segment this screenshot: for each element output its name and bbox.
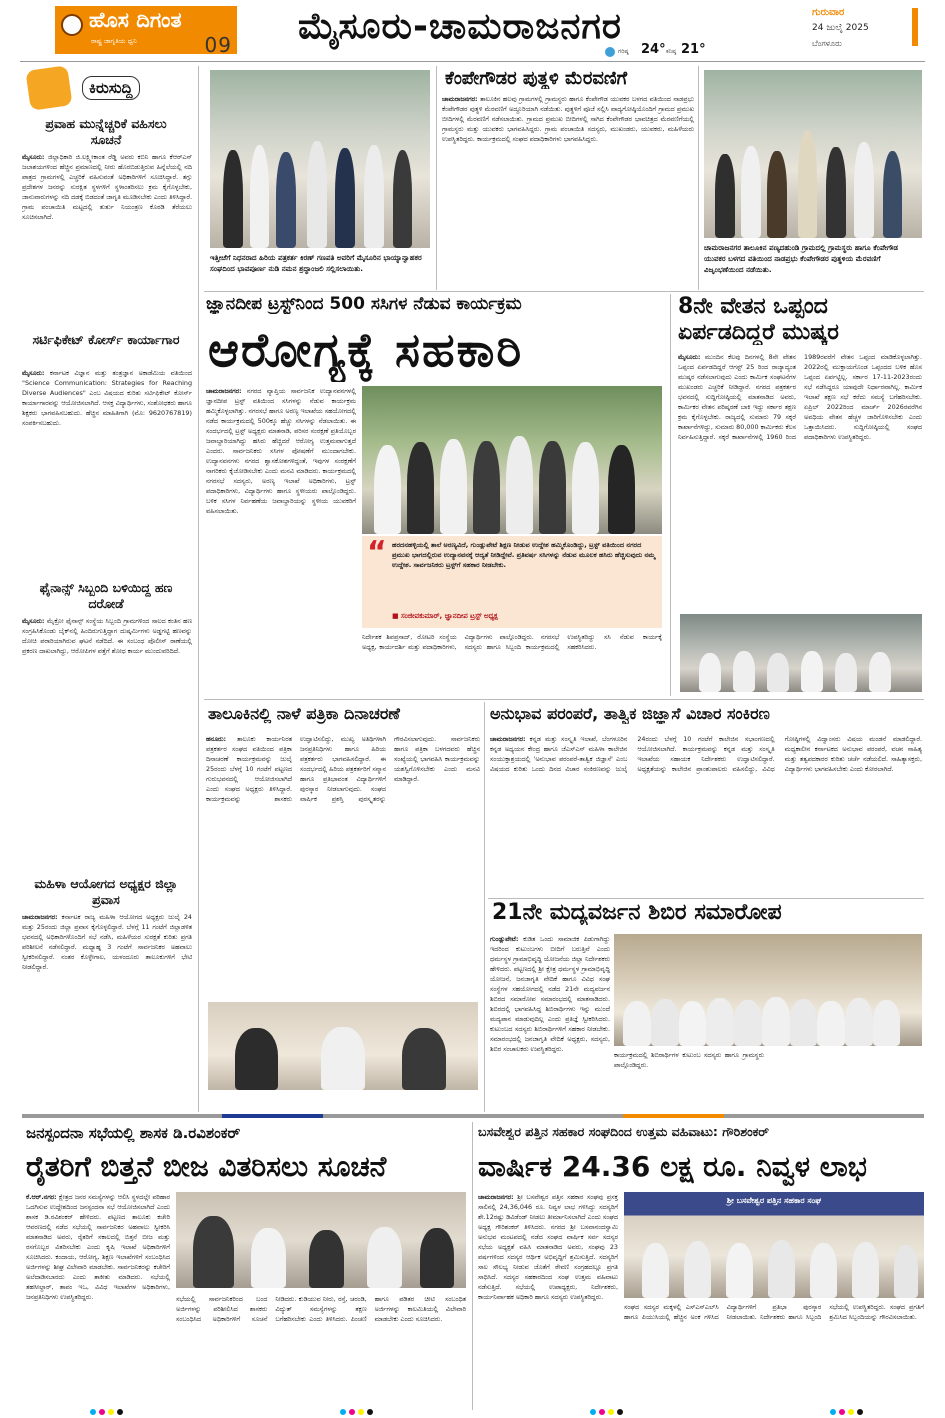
bottom-left-headline: ರೈತರಿಗೆ ಬಿತ್ತನೆ ಬೀಜ ವಿತರಿಸಲು ಸೂಚನೆ (26, 1150, 387, 1183)
column-rule (472, 1122, 473, 1410)
weather-min-temp: 21° (681, 42, 706, 57)
bottom-left-text: ಕ್ಷೇತ್ರದ ಜನರ ಸಮಸ್ಯೆಗಳನ್ನು ಆಲಿಸಿ ಸ್ಥಳದಲ್ಲೇ ಪರಿಹಾರ ಒದಗಿಸುವ ಉದ್ದೇಶದಿಂದ ಜನಸ್ಪಂದನಾ ಸಭೆ ಆಯೋಜಿಸಲಾಗಿದೆ ಎಂದು ಶಾಸಕ ಡಿ.ರವಿಶಂಕರ್ ಹೇಳಿದರು. ಪಟ್ಟಣದ ತಾಲೂಕು ಕಚೇರಿ ಆವರಣದಲ್ಲಿ ನಡೆದ ಸಭೆಯಲ್ಲಿ ಸಾರ್ವಜನಿಕರ ಅಹವಾಲು ಸ್ವೀಕರಿಸಿ ಮಾತನಾಡಿದ ಅವರು, ರೈತರಿಗೆ ಸಕಾಲದಲ್ಲಿ ಬಿತ್ತನೆ ಬೀಜ ಮತ್ತು ರಸಗೊಬ್ಬರ ವಿತರಿಸಬೇಕು ಎಂದು ಕೃಷಿ ಇಲಾಖೆ ಅಧಿಕಾರಿಗಳಿಗೆ ಸೂಚಿಸಿದರು. ಕಂದಾಯ, ಆರೋಗ್ಯ, ಶಿಕ್ಷಣ ಇಲಾಖೆಗಳಿಗೆ ಸಂಬಂಧಿಸಿದ ಅರ್ಜಿಗಳನ್ನು ಶೀಘ್ರ ವಿಲೇವಾರಿ ಮಾಡಬೇಕು. ಸಾರ್ವಜನಿಕರನ್ನು ಕಚೇರಿಗೆ ಅಲೆದಾಡಿಸಬಾರದು ಎಂದು ತಾಕೀತು ಮಾಡಿದರು. ಸಭೆಯಲ್ಲಿ ತಹಸೀಲ್ದಾರ್, ತಾಪಂ ಇಒ, ವಿವಿಧ ಇಲಾಖೆಗಳ ಅಧಿಕಾರಿಗಳು, ಜನಪ್ರತಿನಿಧಿಗಳು ಉಪಸ್ಥಿತರಿದ್ದರು. (26, 1193, 170, 1301)
press-day-body (206, 734, 480, 992)
sidebar-story-headline: ಸರ್ಟಿಫಿಕೇಟ್ ಕೋರ್ಸ್ ಕಾರ್ಯಾಗಾರ (32, 332, 180, 347)
weather-min-label: ಕನಿಷ್ಠ (666, 48, 677, 55)
society-banner: ಶ್ರೀ ಬಸವೇಶ್ವರ ಪತ್ತಿನ ಸಹಕಾರ ಸಂಘ (726, 1196, 822, 1205)
print-registration-marks (340, 1409, 373, 1415)
seminar-headline: ಅನುಭಾವ ಪರಂಪರೆ, ತಾತ್ವಿಕ ಜಿಜ್ಞಾಸೆ ವಿಚಾರ ಸಂಕಿರಣ (490, 704, 770, 723)
lead-quote-box (362, 536, 662, 628)
sidebar-story-headline: ಪ್ರವಾಹ ಮುನ್ನೆಚ್ಚರಿಕೆ ವಹಿಸಲು ಸೂಚನೆ (45, 116, 167, 147)
column-rule (484, 702, 485, 1112)
right-headline-line2: ಏರ್ಪಡದಿದ್ದರೆ ಮುಷ್ಕರ (678, 320, 839, 345)
sidebar-story-body (22, 616, 192, 866)
story-dateline: ಚಾಮರಾಜನಗರ: (442, 95, 478, 103)
bottom-left-dateline: ಕೆ.ಆರ್.ನಗರ: (26, 1193, 57, 1201)
section-rule (204, 291, 924, 292)
column-rule (198, 66, 199, 1112)
seminar-text: ಕನ್ನಡ ಮತ್ತು ಸಂಸ್ಕೃತಿ ಇಲಾಖೆ, ಬೆಂಗಳೂರಿನ ಕನ್ನಡ ಅಧ್ಯಯನ ಕೇಂದ್ರ ಹಾಗೂ ಜೆಎಸ್‌ಎಸ್ ಮಹಿಳಾ ಕಾಲೇಜಿನ ಸಂಯುಕ್ತಾಶ್ರಯದಲ್ಲಿ 'ಅನುಭಾವ ಪರಂಪರೆ-ತಾತ್ವಿಕ ಜಿಜ್ಞಾಸೆ' ಎಂಬ ವಿಷಯದ ಕುರಿತು ಒಂದು ದಿನದ ವಿಚಾರ ಸಂಕಿರಣವನ್ನು ಜುಲೈ 24ರಂದು ಬೆಳಗ್ಗೆ 10 ಗಂಟೆಗೆ ಕಾಲೇಜಿನ ಸಭಾಂಗಣದಲ್ಲಿ ಆಯೋಜಿಸಲಾಗಿದೆ. ಕಾರ್ಯಕ್ರಮವನ್ನು ಕನ್ನಡ ಮತ್ತು ಸಂಸ್ಕೃತಿ ಇಲಾಖೆಯ ಸಹಾಯಕ ನಿರ್ದೇಶಕರು ಉದ್ಘಾಟಿಸಲಿದ್ದಾರೆ. ಅಧ್ಯಕ್ಷತೆಯನ್ನು ಕಾಲೇಜಿನ ಪ್ರಾಂಶುಪಾಲರು ವಹಿಸಲಿದ್ದು, ವಿವಿಧ ಗೋಷ್ಠಿಗಳಲ್ಲಿ ವಿದ್ವಾಂಸರು ವಿಷಯ ಮಂಡನೆ ಮಾಡಲಿದ್ದಾರೆ. ಮಧ್ಯಕಾಲೀನ ಕರ್ನಾಟಕದ ಅನುಭಾವ ಪರಂಪರೆ, ವಚನ ಸಾಹಿತ್ಯ ಮತ್ತು ತತ್ವಪದಕಾರರ ಕುರಿತು ಚರ್ಚೆ ನಡೆಯಲಿದೆ. ಸಾಹಿತ್ಯಾಸಕ್ತರು, ವಿದ್ಯಾರ್ಥಿಗಳು ಭಾಗವಹಿಸಬೇಕು ಎಂದು ಕೋರಲಾಗಿದೆ. (490, 735, 922, 773)
print-registration-marks (590, 1409, 623, 1415)
lead-quote-attribution: ■ ಸಂಜೀವಕುಮಾರ್, ಜ್ಞಾನದೀಪ ಟ್ರಸ್ಟ್ ಅಧ್ಯಕ್ಷ (392, 612, 498, 620)
right-body (678, 352, 922, 610)
sidebar-story-headline: ಫೈನಾನ್ಸ್ ಸಿಬ್ಬಂದಿ ಬಳಿಯಿದ್ದ ಹಣ ದರೋಡೆ (39, 580, 173, 611)
lead-headline: ಆರೋಗ್ಯಕ್ಕೆ ಸಹಕಾರಿ (208, 323, 524, 378)
photo-caption: ಇತ್ತೀಚೆಗೆ ನಿಧನರಾದ ಹಿರಿಯ ಪತ್ರಕರ್ತ ಕಿರಣ್ ಗಣಪತಿ ಅವರಿಗೆ ಮೈಸೂರಿನ ಭಾಯ್ಯಾನ್ವಾಹಕರ ಸಂಘದಿಂದ ಭಾವಪೂರ್ಣ ನುಡಿ ನಮನ ಶ್ರದ್ಧಾಂಜಲಿ ಸಲ್ಲಿಸಲಾಯಿತು. (210, 253, 422, 273)
date-label: 24 ಜುಲೈ 2025 (812, 23, 869, 33)
press-day-text: ತಾಲೂಕು ಕಾರ್ಯನಿರತ ಪತ್ರಕರ್ತರ ಸಂಘದ ವತಿಯಿಂದ ಪತ್ರಿಕಾ ದಿನಾಚರಣೆ ಕಾರ್ಯಕ್ರಮವನ್ನು ಜುಲೈ 25ರಂದು ಬೆಳಗ್ಗೆ 10 ಗಂಟೆಗೆ ಪಟ್ಟಣದ ಗುರುಭವನದಲ್ಲಿ ಆಯೋಜಿಸಲಾಗಿದೆ ಎಂದು ಸಂಘದ ಅಧ್ಯಕ್ಷರು ತಿಳಿಸಿದ್ದಾರೆ. ಕಾರ್ಯಕ್ರಮವನ್ನು ಶಾಸಕರು ಉದ್ಘಾಟಿಸಲಿದ್ದು, ಮುಖ್ಯ ಅತಿಥಿಗಳಾಗಿ ಜನಪ್ರತಿನಿಧಿಗಳು ಹಾಗೂ ಹಿರಿಯ ಪತ್ರಕರ್ತರು ಭಾಗವಹಿಸಲಿದ್ದಾರೆ. ಈ ಸಂದರ್ಭದಲ್ಲಿ ಹಿರಿಯ ಪತ್ರಕರ್ತರಿಗೆ ಸನ್ಮಾನ ಹಾಗೂ ಪ್ರತಿಭಾವಂತ ವಿದ್ಯಾರ್ಥಿಗಳಿಗೆ ಪುರಸ್ಕಾರ ನೀಡಲಾಗುವುದು. ಸಂಘದ ವಾರ್ಷಿಕ ಪ್ರಶಸ್ತಿ ಪುರಸ್ಕೃತರನ್ನು ಗೌರವಿಸಲಾಗುವುದು. ಸಾರ್ವಜನಿಕರು ಹಾಗೂ ಪತ್ರಿಕಾ ಬಳಗದವರು ಹೆಚ್ಚಿನ ಸಂಖ್ಯೆಯಲ್ಲಿ ಭಾಗವಹಿಸಿ ಕಾರ್ಯಕ್ರಮವನ್ನು ಯಶಸ್ವಿಗೊಳಿಸಬೇಕು ಎಂದು ಮನವಿ ಮಾಡಿದ್ದಾರೆ. (206, 735, 480, 803)
photo-camp-gathering (614, 934, 922, 1046)
sidebar (22, 66, 192, 1114)
bottom-right-headline: ವಾರ್ಷಿಕ 24.36 ಲಕ್ಷ ರೂ. ನಿವ್ವಳ ಲಾಭ (478, 1150, 867, 1183)
lead-body-right: ನಿರ್ದೇಶಕ ಶಿವಪ್ರಸಾದ್, ರೋಟರಿ ಸಂಸ್ಥೆಯ ಅಧ್ಯಕ್ಷ, ಕಾರ್ಯದರ್ಶಿ ಮತ್ತು ಪದಾಧಿಕಾರಿಗಳು, ವಿದ್ಯಾರ್ಥಿಗಳು ಪಾಲ್ಗೊಂಡಿದ್ದರು. ನಗರಸಭೆ ಸದಸ್ಯರು ಹಾಗೂ ಸಿಬ್ಬಂದಿ ಕಾರ್ಯಕ್ರಮದಲ್ಲಿ ಉಪಸ್ಥಿತರಿದ್ದು ಸಸಿ ನೆಡುವ ಕಾರ್ಯಕ್ಕೆ ಸಹಕರಿಸಿದರು. (362, 633, 662, 651)
kirusuddi-icon (25, 66, 72, 111)
bottom-right-body (478, 1192, 618, 1408)
deaddiction-body (490, 934, 610, 1106)
sidebar-story-text: ಜಿಲ್ಲಾಧಿಕಾರಿ ಜಿ.ಲಕ್ಷ್ಮೀಕಾಂತ ರೆಡ್ಡಿ ಅವರು ಕಬಿನಿ ಹಾಗೂ ಕೆಆರ್‌ಎಸ್ ಜಲಾಶಯಗಳಿಂದ ಹೆಚ್ಚಿನ ಪ್ರಮಾಣದಲ್ಲಿ ನೀರು ಹೊರಬಿಡುತ್ತಿರುವ ಹಿನ್ನೆಲೆಯಲ್ಲಿ ನದಿ ಪಾತ್ರದ ಗ್ರಾಮಗಳಲ್ಲಿ ಎಚ್ಚರಿಕೆ ವಹಿಸುವಂತೆ ಅಧಿಕಾರಿಗಳಿಗೆ ಸೂಚಿಸಿದ್ದಾರೆ. ತಗ್ಗು ಪ್ರದೇಶಗಳ ಜನರನ್ನು ಸುರಕ್ಷಿತ ಸ್ಥಳಗಳಿಗೆ ಸ್ಥಳಾಂತರಿಸಲು ಕ್ರಮ ಕೈಗೊಳ್ಳಬೇಕು, ಜಾನುವಾರುಗಳನ್ನು ನದಿ ದಡಕ್ಕೆ ಬಿಡದಂತೆ ಜಾಗೃತಿ ಮೂಡಿಸಬೇಕು ಎಂದು ತಿಳಿಸಿದ್ದಾರೆ. ಗ್ರಾಮ ಪಂಚಾಯಿತಿ ಮಟ್ಟದಲ್ಲಿ ತುರ್ತು ನಿಯಂತ್ರಣ ಕೊಠಡಿ ತೆರೆಯಲು ಸೂಚಿಸಲಾಗಿದೆ. (22, 153, 192, 221)
photo-society-annual-meeting (624, 1192, 924, 1298)
photo-press-portraits (208, 1002, 478, 1090)
city-label: ಬೆಂಗಳೂರು (812, 39, 842, 48)
story-body (442, 94, 694, 288)
column-rule (698, 66, 699, 290)
deaddiction-dateline: ಗುಂಡ್ಲುಪೇಟೆ: (490, 935, 519, 943)
logo-emblem-icon (61, 14, 83, 36)
masthead (0, 0, 945, 60)
deaddiction-text: ಕುಡಿತ ಒಂದು ಸಾಮಾಜಿಕ ಪಿಡುಗಾಗಿದ್ದು ಇದರಿಂದ ಕುಟುಂಬಗಳು ಬೀದಿಗೆ ಬರುತ್ತಿವೆ ಎಂದು ಧರ್ಮಸ್ಥಳ ಗ್ರಾಮಾಭಿವೃದ್ಧಿ ಯೋಜನೆಯ ಜಿಲ್ಲಾ ನಿರ್ದೇಶಕರು ಹೇಳಿದರು. ಪಟ್ಟಣದಲ್ಲಿ ಶ್ರೀ ಕ್ಷೇತ್ರ ಧರ್ಮಸ್ಥಳ ಗ್ರಾಮಾಭಿವೃದ್ಧಿ ಯೋಜನೆ, ಜನಜಾಗೃತಿ ವೇದಿಕೆ ಹಾಗೂ ವಿವಿಧ ಸಂಘ ಸಂಸ್ಥೆಗಳ ಸಹಯೋಗದಲ್ಲಿ ನಡೆದ 21ನೇ ಮದ್ಯವರ್ಜನ ಶಿಬಿರದ ಸಮಾರೋಪ ಸಮಾರಂಭದಲ್ಲಿ ಮಾತನಾಡಿದರು. ಶಿಬಿರದಲ್ಲಿ ಭಾಗವಹಿಸಿದ್ದ ಶಿಬಿರಾರ್ಥಿಗಳು ಇನ್ನು ಮುಂದೆ ಮದ್ಯಪಾನ ಮಾಡುವುದಿಲ್ಲ ಎಂದು ಪ್ರತಿಜ್ಞೆ ಸ್ವೀಕರಿಸಿದರು. ಕುಟುಂಬದ ಸದಸ್ಯರು ಶಿಬಿರಾರ್ಥಿಗಳಿಗೆ ಸಹಕಾರ ನೀಡಬೇಕು. ಸಮಾರಂಭದಲ್ಲಿ ಜನಜಾಗೃತಿ ವೇದಿಕೆ ಅಧ್ಯಕ್ಷರು, ಸದಸ್ಯರು, ಶಿಬಿರ ಸಂಚಾಲಕರು ಉಪಸ್ಥಿತರಿದ್ದರು. (490, 935, 610, 1053)
sidebar-story-text: ಮೈಕ್ರೋ ಫೈನಾನ್ಸ್ ಸಂಸ್ಥೆಯ ಸಿಬ್ಬಂದಿ ಗ್ರಾಮಗಳಿಂದ ಸಾಲದ ಕಂತಿನ ಹಣ ಸಂಗ್ರಹಿಸಿಕೊಂಡು ಬೈಕ್‌ನಲ್ಲಿ ಹಿಂದಿರುಗುತ್ತಿದ್ದಾಗ ದುಷ್ಕರ್ಮಿಗಳು ಅಡ್ಡಗಟ್ಟಿ ಹಣವನ್ನು ದೋಚಿ ಪರಾರಿಯಾಗಿರುವ ಘಟನೆ ನಡೆದಿದೆ. ಈ ಸಂಬಂಧ ಪೊಲೀಸ್ ಠಾಣೆಯಲ್ಲಿ ಪ್ರಕರಣ ದಾಖಲಾಗಿದ್ದು, ಆರೋಪಿಗಳ ಪತ್ತೆಗೆ ಶೋಧ ಕಾರ್ಯ ಮುಂದುವರಿದಿದೆ. (22, 617, 192, 655)
story-headline: ಕೆಂಪೇಗೌಡರ ಪುತ್ಥಳಿ ಮೆರವಣಿಗೆ (445, 68, 628, 89)
logo-tagline: ರಾಷ್ಟ್ರ ಜಾಗೃತಿಯ ಧ್ವನಿ (91, 37, 137, 45)
sidebar-story-text: ಕರ್ನಾಟಕ ರಾಜ್ಯ ಮಹಿಳಾ ಆಯೋಗದ ಅಧ್ಯಕ್ಷರು ಜುಲೈ 24 ಮತ್ತು 25ರಂದು ಜಿಲ್ಲಾ ಪ್ರವಾಸ ಕೈಗೊಳ್ಳಲಿದ್ದಾರೆ. ಬೆಳಗ್ಗೆ 11 ಗಂಟೆಗೆ ಜಿಲ್ಲಾಡಳಿತ ಭವನದಲ್ಲಿ ಅಧಿಕಾರಿಗಳೊಂದಿಗೆ ಸಭೆ ನಡೆಸಿ, ಮಹಿಳೆಯರ ಸುರಕ್ಷತೆ ಕುರಿತು ಪ್ರಗತಿ ಪರಿಶೀಲನೆ ನಡೆಸಲಿದ್ದಾರೆ. ಮಧ್ಯಾಹ್ನ 3 ಗಂಟೆಗೆ ಸಾರ್ವಜನಿಕರ ಅಹವಾಲು ಸ್ವೀಕರಿಸಲಿದ್ದಾರೆ. ನಂತರ ಕೊಳ್ಳೇಗಾಲ, ಯಳಂದೂರು ತಾಲೂಕುಗಳಿಗೆ ಭೇಟಿ ನೀಡಲಿದ್ದಾರೆ. (22, 913, 192, 971)
right-dateline: ಮೈಸೂರು: (678, 353, 701, 361)
press-day-headline: ತಾಲೂಕಿನಲ್ಲಿ ನಾಳೆ ಪತ್ರಿಕಾ ದಿನಾಚರಣೆ (208, 704, 400, 723)
column-rule (670, 294, 671, 696)
photo-janaspandana-meeting (176, 1192, 466, 1288)
sidebar-story-dateline: ಮೈಸೂರು: (22, 369, 45, 377)
lead-dateline: ಚಾಮರಾಜನಗರ: (206, 387, 242, 395)
deaddiction-body-continued: ಕಾರ್ಯಕ್ರಮದಲ್ಲಿ ಶಿಬಿರಾರ್ಥಿಗಳ ಕುಟುಂಬ ಸದಸ್ಯರು ಹಾಗೂ ಗ್ರಾಮಸ್ಥರು ಪಾಲ್ಗೊಂಡಿದ್ದರು. (614, 1051, 764, 1069)
logo-text: ಹೊಸ ದಿಗಂತ (89, 8, 182, 32)
right-headline-line1: 8ನೇ ವೇತನ ಒಪ್ಪಂದ (678, 294, 828, 319)
column-rule (436, 66, 437, 290)
sidebar-story-body (22, 152, 192, 340)
sidebar-story-body (22, 912, 192, 1114)
section-rule (204, 699, 924, 700)
lead-body-left (206, 386, 356, 690)
deaddiction-headline: 21ನೇ ಮದ್ಯವರ್ಜನ ಶಿಬಿರ ಸಮಾರೋಪ (492, 900, 782, 925)
lead-text: ನಗರದ ವ್ಯಾಪ್ತಿಯ ಸಾರ್ವಜನಿಕ ಉದ್ಯಾನವನಗಳಲ್ಲಿ ಜ್ಞಾನದೀಪ ಟ್ರಸ್ಟ್ ವತಿಯಿಂದ ಸಸಿಗಳನ್ನು ನೆಡುವ ಕಾರ್ಯಕ್ರಮ ಹಮ್ಮಿಕೊಳ್ಳಲಾಗಿತ್ತು. ನಗರಸಭೆ ಹಾಗೂ ಅರಣ್ಯ ಇಲಾಖೆಯ ಸಹಯೋಗದಲ್ಲಿ ನಡೆದ ಕಾರ್ಯಕ್ರಮದಲ್ಲಿ 500ಕ್ಕೂ ಹೆಚ್ಚು ಸಸಿಗಳನ್ನು ನೆಡಲಾಯಿತು. ಈ ಸಂದರ್ಭದಲ್ಲಿ ಟ್ರಸ್ಟ್ ಅಧ್ಯಕ್ಷರು ಮಾತನಾಡಿ, ಪರಿಸರ ಸಂರಕ್ಷಣೆ ಪ್ರತಿಯೊಬ್ಬರ ಜವಾಬ್ದಾರಿಯಾಗಿದ್ದು ಹಸಿರು ಹೆಚ್ಚಿದರೆ ಆರೋಗ್ಯ ಉತ್ತಮವಾಗುತ್ತದೆ ಎಂದರು. ಸಾರ್ವಜನಿಕರು ಸಸಿಗಳ ಪೋಷಣೆಗೆ ಮುಂದಾಗಬೇಕು. ಉದ್ಯಾನವನಗಳು ನಗರದ ಶ್ವಾಸಕೋಶಗಳಿದ್ದಂತೆ, ಇವುಗಳ ಸಂರಕ್ಷಣೆಗೆ ನಾಗರಿಕರು ಕೈಜೋಡಿಸಬೇಕು ಎಂದು ಮನವಿ ಮಾಡಿದರು. ಕಾರ್ಯಕ್ರಮದಲ್ಲಿ ನಗರಸಭೆ ಸದಸ್ಯರು, ಅರಣ್ಯ ಇಲಾಖೆ ಅಧಿಕಾರಿಗಳು, ಟ್ರಸ್ಟ್ ಪದಾಧಿಕಾರಿಗಳು, ವಿದ್ಯಾರ್ಥಿಗಳು ಹಾಗೂ ಸ್ಥಳೀಯರು ಪಾಲ್ಗೊಂಡಿದ್ದರು. ಬಳಿಕ ಸಸಿಗಳ ನಿರ್ವಹಣೆಯ ಜವಾಬ್ದಾರಿಯನ್ನು ಸ್ಥಳೀಯ ಯುವಕರಿಗೆ ವಹಿಸಲಾಯಿತು. (206, 387, 356, 515)
bottom-right-body-continued: ಸಂಘದ ಸದಸ್ಯರ ಮಕ್ಕಳಲ್ಲಿ ಎಸ್ಎಸ್ಎಲ್‌ಸಿ ಹಾಗೂ ಪಿಯುಸಿಯಲ್ಲಿ ಹೆಚ್ಚಿನ ಅಂಕ ಗಳಿಸಿದ ವಿದ್ಯಾರ್ಥಿಗಳಿಗೆ ಪ್ರತಿಭಾ ಪುರಸ್ಕಾರ ನೀಡಲಾಯಿತು. ನಿರ್ದೇಶಕರು ಹಾಗೂ ಸಿಬ್ಬಂದಿ ಸಭೆಯಲ್ಲಿ ಉಪಸ್ಥಿತರಿದ್ದರು. ಸಂಘದ ಪ್ರಗತಿಗೆ ಶ್ರಮಿಸಿದ ಸಿಬ್ಬಂದಿಯನ್ನು ಗೌರವಿಸಲಾಯಿತು. (624, 1303, 924, 1321)
section-rule (488, 898, 924, 899)
photo-sapling-planting (362, 386, 662, 534)
print-registration-marks (830, 1409, 863, 1415)
photo-statue-procession (704, 70, 922, 238)
weather-max-temp: 24° (641, 42, 666, 57)
lead-quote: ಹರದನಹಳ್ಳಿಯಲ್ಲಿ ತಾಲೆ ಅರಣ್ಯವಿದೆ, ಗುಂಡ್ಲುಪೇಟೆ ಶಿಕ್ಷಣ ನೀಡುವ ಉದ್ದೇಶ ಹಮ್ಮಿಕೊಂಡಿದ್ದು, ಟ್ರಸ್ಟ್ ವತಿಯಿಂದ ನಗರದ ಪ್ರಮುಖ ಭಾಗದಲ್ಲಿರುವ ಉದ್ಯಾನವನಕ್ಕೆ ಆದ್ಯತೆ ನೀಡಿದ್ದೇವೆ. ಪ್ರತಿವರ್ಷ ಸಸಿಗಳನ್ನು ನೆಡುವ ಮೂಲಕ ಹಸಿರು ಹೆಚ್ಚಿಸುವುದು ನಮ್ಮ ಉದ್ದೇಶ. ಸಾರ್ವಜನಿಕರು ಟ್ರಸ್ಟ್‌ಗೆ ಸಹಕಾರ ನೀಡಬೇಕು. (392, 541, 656, 569)
kirusuddi-section-label: ಕಿರುಸುದ್ದಿ (82, 76, 140, 100)
bottom-left-kicker: ಜನಸ್ಪಂದನಾ ಸಭೆಯಲ್ಲಿ ಶಾಸಕ ಡಿ.ರವಿಶಂಕರ್ (26, 1124, 241, 1142)
edge-marker (912, 8, 918, 46)
story-text: ತಾಲೂಕಿನ ಹಲವು ಗ್ರಾಮಗಳಲ್ಲಿ ಗ್ರಾಮಸ್ಥರು ಹಾಗೂ ಕೆಂಪೇಗೌಡ ಯುವಕರ ಬಳಗದ ವತಿಯಿಂದ ನಾಡಪ್ರಭು ಕೆಂಪೇಗೌಡರ ಪುತ್ಥಳಿ ಮೆರವಣಿಗೆ ಅದ್ದೂರಿಯಾಗಿ ನಡೆಯಿತು. ಪುತ್ಥಳಿಗೆ ಪೂಜೆ ಸಲ್ಲಿಸಿ ವಾದ್ಯಗೋಷ್ಠಿಯೊಂದಿಗೆ ಗ್ರಾಮದ ಪ್ರಮುಖ ಬೀದಿಗಳಲ್ಲಿ ಮೆರವಣಿಗೆ ನಡೆಸಲಾಯಿತು. ಗ್ರಾಮದ ಪ್ರಮುಖ ಬೀದಿಗಳಲ್ಲಿ ಸಾಗಿದ ಕೆಂಪೇಗೌಡರ ಭಾವಚಿತ್ರದ ಮೆರವಣಿಗೆಯಲ್ಲಿ ಗ್ರಾಮಸ್ಥರು ಮತ್ತು ಯುವಕರು ಭಾಗವಹಿಸಿದ್ದರು. ಗ್ರಾಮ ಪಂಚಾಯಿತಿ ಸದಸ್ಯರು, ಮುಖಂಡರು, ಯುವಕರು, ಮಹಿಳೆಯರು ಉಪಸ್ಥಿತರಿದ್ದರು. ಕಾರ್ಯಕ್ರಮದಲ್ಲಿ ಸಂಘದ ಪದಾಧಿಕಾರಿಗಳು ಭಾಗವಹಿಸಿದ್ದರು. (442, 95, 694, 143)
seminar-dateline: ಚಾಮರಾಜನಗರ: (490, 735, 526, 743)
sidebar-story-text: ಕರ್ನಾಟಕ ವಿಜ್ಞಾನ ಮತ್ತು ತಂತ್ರಜ್ಞಾನ ಅಕಾಡೆಮಿಯ ವತಿಯಿಂದ "Science Communication: Strategies for Reaching Diverse Audiences" ಎಂಬ ವಿಷಯದ ಕುರಿತು ಸರ್ಟಿಫಿಕೇಟ್ ಕೋರ್ಸ್ ಕಾರ್ಯಾಗಾರವನ್ನು ಆಯೋಜಿಸಲಾಗಿದೆ. ಆಸಕ್ತ ವಿದ್ಯಾರ್ಥಿಗಳು, ಸಂಶೋಧಕರು ಹಾಗೂ ಶಿಕ್ಷಕರು ಭಾಗವಹಿಸಬಹುದು. ಹೆಚ್ಚಿನ ಮಾಹಿತಿಗಾಗಿ (ಮೊ: 9620767819) ಸಂಪರ್ಕಿಸಬಹುದು. (22, 369, 192, 427)
print-registration-marks (90, 1409, 123, 1415)
sidebar-story-body (22, 368, 192, 578)
quote-mark-icon: “ (367, 535, 387, 570)
weather-sun-icon (605, 47, 615, 57)
bottom-left-body (26, 1192, 170, 1408)
sidebar-story-dateline: ಮೈಸೂರು: (22, 153, 45, 161)
sidebar-story-headline: ಮಹಿಳಾ ಆಯೋಗದ ಅಧ್ಯಕ್ಷರ ಜಿಲ್ಲಾ ಪ್ರವಾಸ (34, 876, 178, 907)
page-number: 09 (204, 33, 232, 57)
bottom-right-text: ಶ್ರೀ ಬಸವೇಶ್ವರ ಪತ್ತಿನ ಸಹಕಾರ ಸಂಘವು ಪ್ರಸಕ್ತ ಸಾಲಿನಲ್ಲಿ 24,36,046 ರೂ. ನಿವ್ವಳ ಲಾಭ ಗಳಿಸಿದ್ದು ಸದಸ್ಯರಿಗೆ ಶೇ.12ರಷ್ಟು ಡಿವಿಡೆಂಡ್ ನೀಡಲು ತೀರ್ಮಾನಿಸಲಾಗಿದೆ ಎಂದು ಸಂಘದ ಅಧ್ಯಕ್ಷ ಗೌರಿಶಂಕರ್ ತಿಳಿಸಿದರು. ನಗರದ ಶ್ರೀ ಬಸವಾನಂದಸ್ವಾಮಿ ಅನುಭವ ಮಂಟಪದಲ್ಲಿ ನಡೆದ ಸಂಘದ ವಾರ್ಷಿಕ ಸರ್ವ ಸದಸ್ಯರ ಸಭೆಯ ಅಧ್ಯಕ್ಷತೆ ವಹಿಸಿ ಮಾತನಾಡಿದ ಅವರು, ಸಂಘವು 23 ವರ್ಷಗಳಿಂದ ಸದಸ್ಯರ ಆರ್ಥಿಕ ಅಭಿವೃದ್ಧಿಗೆ ಶ್ರಮಿಸುತ್ತಿದೆ. ಸದಸ್ಯರಿಗೆ ಸಾಲ ಸೌಲಭ್ಯ ನೀಡುವ ಜೊತೆಗೆ ಠೇವಣಿ ಸಂಗ್ರಹದಲ್ಲೂ ಪ್ರಗತಿ ಸಾಧಿಸಿದೆ. ಸದಸ್ಯರ ಸಹಕಾರದಿಂದ ಸಂಘ ಉತ್ತಮ ವಹಿವಾಟು ನಡೆಸುತ್ತಿದೆ. ಸಭೆಯಲ್ಲಿ ಉಪಾಧ್ಯಕ್ಷರು, ನಿರ್ದೇಶಕರು, ಕಾರ್ಯನಿರ್ವಾಹಕ ಅಧಿಕಾರಿ ಹಾಗೂ ಸದಸ್ಯರು ಉಪಸ್ಥಿತರಿದ್ದರು. (478, 1193, 618, 1301)
photo-union-press-meet (680, 614, 922, 692)
day-label: ಗುರುವಾರ (812, 7, 845, 18)
press-day-dateline: ಹನೂರು: (206, 735, 227, 743)
bottom-right-dateline: ಚಾಮರಾಜನಗರ: (478, 1193, 514, 1201)
masthead-rule (20, 61, 925, 62)
lead-kicker: ಜ್ಞಾನದೀಪ ಟ್ರಸ್ಟ್‌ನಿಂದ 500 ಸಸಿಗಳ ನೆಡುವ ಕಾರ್ಯಕ್ರಮ (206, 294, 522, 314)
bottom-divider (22, 1114, 924, 1118)
seminar-body (490, 734, 922, 894)
bottom-right-kicker: ಬಸವೇಶ್ವರ ಪತ್ತಿನ ಸಹಕಾರ ಸಂಘದಿಂದ ಉತ್ತಮ ವಹಿವಾಟು: ಗೌರಿಶಂಕರ್ (478, 1124, 769, 1139)
sidebar-story-dateline: ಮೈಸೂರು: (22, 617, 45, 625)
photo-tribute-gathering (210, 70, 430, 248)
right-text: ಮುಂದಿನ ಕೆಲವು ದಿನಗಳಲ್ಲಿ 8ನೇ ವೇತನ ಒಪ್ಪಂದ ಏರ್ಪಡದಿದ್ದರೆ ಆಗಸ್ಟ್ 25 ರಿಂದ ರಾಜ್ಯಾದ್ಯಂತ ಮುಷ್ಕರ ನಡೆಸಲಾಗುವುದು ಎಂದು ಕಾರ್ಮಿಕ ಸಂಘಟನೆಗಳ ಮುಖಂಡರು ಎಚ್ಚರಿಕೆ ನೀಡಿದ್ದಾರೆ. ನಗರದ ಪತ್ರಕರ್ತರ ಭವನದಲ್ಲಿ ಸುದ್ದಿಗೋಷ್ಠಿಯಲ್ಲಿ ಮಾತನಾಡಿದ ಅವರು, ಕಾರ್ಮಿಕರ ವೇತನ ಪರಿಷ್ಕರಣೆ ಬಾಕಿ ಇದ್ದು ಸರ್ಕಾರ ತಕ್ಷಣ ಕ್ರಮ ಕೈಗೊಳ್ಳಬೇಕು. ರಾಜ್ಯದಲ್ಲಿ ಸುಮಾರು 79 ಸಕ್ಕರೆ ಕಾರ್ಖಾನೆಗಳಿದ್ದು, ಸುಮಾರು 80,000 ಕಾರ್ಮಿಕರು ಕೆಲಸ ನಿರ್ವಹಿಸುತ್ತಿದ್ದಾರೆ. ಸಕ್ಕರೆ ಕಾರ್ಖಾನೆಗಳಲ್ಲಿ 1960 ರಿಂದ 1989ರವರೆಗೆ ವೇತನ ಒಪ್ಪಂದ ಮಾಡಿಕೊಳ್ಳಲಾಗಿತ್ತು. 2022ರಲ್ಲಿ ಮುಕ್ತಾಯಗೊಂಡ ಒಪ್ಪಂದದ ಬಳಿಕ ಹೊಸ ಒಪ್ಪಂದ ಏರ್ಪಟ್ಟಿಲ್ಲ. ಸರ್ಕಾರ 17-11-2023ರಂದು ಸಭೆ ನಡೆಸಿದ್ದರೂ ಯಾವುದೇ ನಿರ್ಧಾರವಾಗಿಲ್ಲ. ಕಾರ್ಮಿಕ ಇಲಾಖೆ ತಕ್ಷಣ ಸಭೆ ಕರೆದು ಸಮಸ್ಯೆ ಬಗೆಹರಿಸಬೇಕು. ಏಪ್ರಿಲ್ 2022ರಿಂದ ಮಾರ್ಚ್ 2026ರವರೆಗಿನ ಅವಧಿಯ ವೇತನ ಹೆಚ್ಚಳ ಜಾರಿಗೊಳಿಸಬೇಕು ಎಂದು ಒತ್ತಾಯಿಸಿದರು. ಸುದ್ದಿಗೋಷ್ಠಿಯಲ್ಲಿ ಸಂಘದ ಪದಾಧಿಕಾರಿಗಳು ಉಪಸ್ಥಿತರಿದ್ದರು. (678, 353, 922, 441)
edition-title: ಮೈಸೂರು-ಚಾಮರಾಜನಗರ (298, 6, 622, 47)
weather-max-label: ಗರಿಷ್ಠ (618, 48, 629, 55)
sidebar-story-dateline: ಚಾಮರಾಜನಗರ: (22, 913, 58, 921)
bottom-left-body-continued: ಸಭೆಯಲ್ಲಿ ಸಾರ್ವಜನಿಕರಿಂದ ಬಂದ ಅರ್ಜಿಗಳನ್ನು ಪರಿಶೀಲಿಸಿದ ಶಾಸಕರು ಸಂಬಂಧಿಸಿದ ಅಧಿಕಾರಿಗಳಿಗೆ ಸೂಚನೆ ನೀಡಿದರು. ಕುಡಿಯುವ ನೀರು, ರಸ್ತೆ, ಚರಂಡಿ, ವಿದ್ಯುತ್ ಸಮಸ್ಯೆಗಳನ್ನು ತಕ್ಷಣ ಬಗೆಹರಿಸಬೇಕು ಎಂದು ತಿಳಿಸಿದರು. ಪಿಂಚಣಿ ಹಾಗೂ ಪಡಿತರ ಚೀಟಿ ಸಂಬಂಧಿತ ಅರ್ಜಿಗಳನ್ನು ಕಾಲಮಿತಿಯಲ್ಲಿ ವಿಲೇವಾರಿ ಮಾಡಬೇಕು ಎಂದು ಸೂಚಿಸಿದರು. (176, 1295, 466, 1323)
photo-caption: ಚಾಮರಾಜನಗರ ತಾಲೂಕಿನ ಪಣ್ಯದಹುಂಡಿ ಗ್ರಾಮದಲ್ಲಿ ಗ್ರಾಮಸ್ಥರು ಹಾಗೂ ಕೆಂಪೇಗೌಡ ಯುವಕರ ಬಳಗದ ವತಿಯಿಂದ ನಾಡಪ್ರಭು ಕೆಂಪೇಗೌಡರ ಪುತ್ಥಳಿಯ ಮೆರವಣಿಗೆ ವಿಜೃಂಭಣೆಯಿಂದ ನಡೆಯಿತು. (704, 243, 899, 274)
